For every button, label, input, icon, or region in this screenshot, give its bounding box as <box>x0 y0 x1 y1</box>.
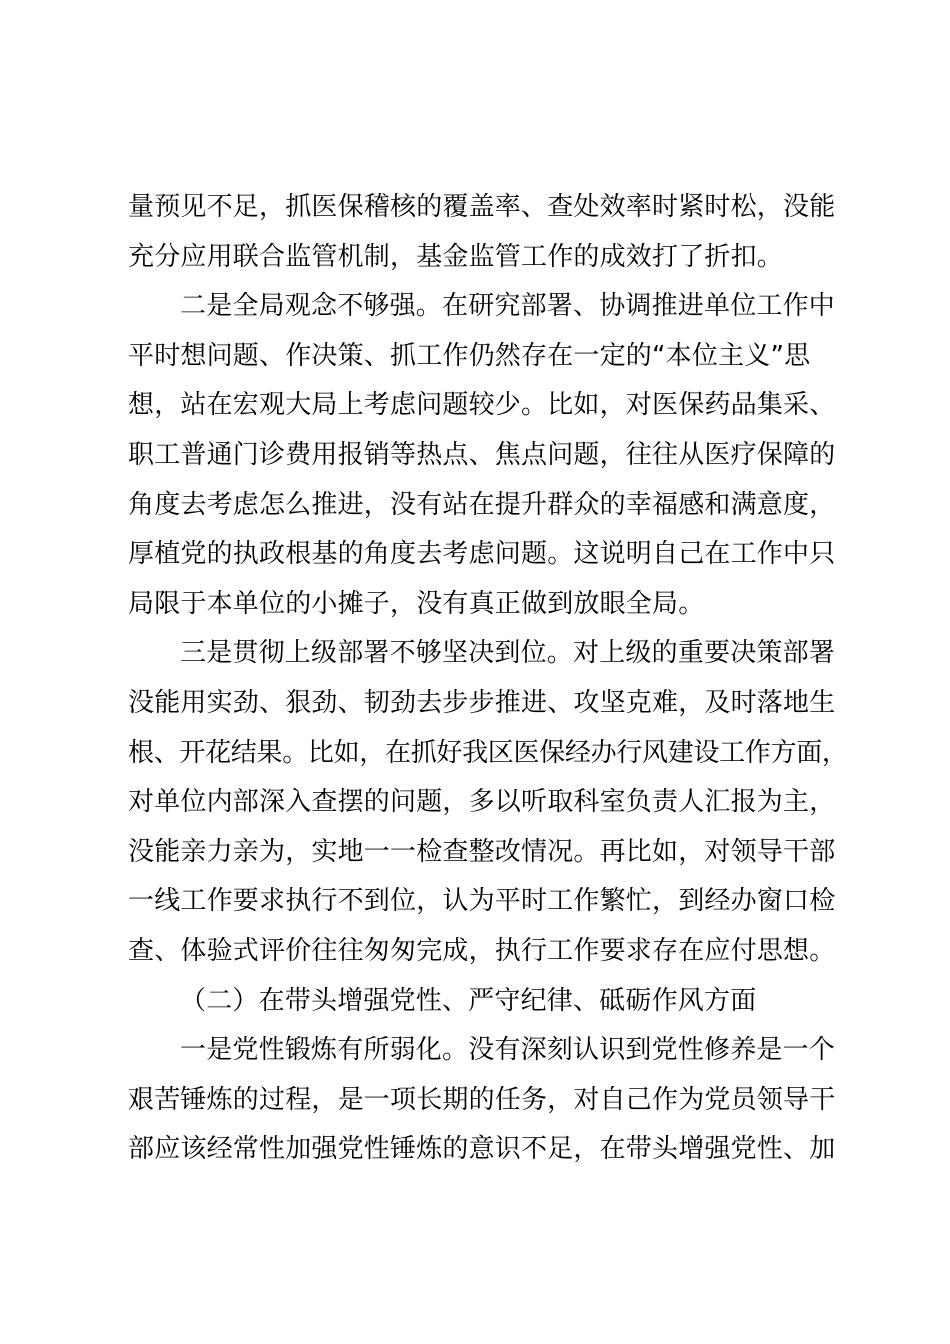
text-line: 根、开花结果。比如，在抓好我区医保经办行风建设工作方面， <box>128 737 848 768</box>
text-line: 没能用实劲、狠劲、韧劲去步步推进、攻坚克难，及时落地生 <box>128 687 836 718</box>
text-line: 想，站在宏观大局上考虑问题较少。比如，对医保药品集采、 <box>128 390 836 421</box>
text-line: 角度去考虑怎么推进，没有站在提升群众的幸福感和满意度， <box>128 489 836 520</box>
text-line: 厚植党的执政根基的角度去考虑问题。这说明自己在工作中只 <box>128 539 836 570</box>
paragraph-start-line: 一是党性锻炼有所弱化。没有深刻认识到党性修养是一个 <box>180 1035 836 1066</box>
text-line: 局限于本单位的小摊子，没有真正做到放眼全局。 <box>128 588 705 619</box>
document-body <box>128 183 848 1175</box>
text-line: 平时想问题、作决策、抓工作仍然存在一定的“本位主义”思 <box>128 340 811 371</box>
text-line: 艰苦锤炼的过程，是一项长期的任务，对自己作为党员领导干 <box>128 1084 836 1115</box>
text-line: 没能亲力亲为，实地一一检查整改情况。再比如，对领导干部 <box>128 836 836 867</box>
section-heading: （二）在带头增强党性、严守纪律、砥砺作风方面 <box>180 985 757 1016</box>
paragraph-start-line: 三是贯彻上级部署不够坚决到位。对上级的重要决策部署 <box>180 638 836 669</box>
text-line: 职工普通门诊费用报销等热点、焦点问题，往往从医疗保障的 <box>128 439 836 470</box>
text-line: 对单位内部深入查摆的问题，多以听取科室负责人汇报为主， <box>128 787 836 818</box>
paragraph-start-line: 二是全局观念不够强。在研究部署、协调推进单位工作中 <box>180 291 836 322</box>
text-line: 查、体验式评价往往匆匆完成，执行工作要求存在应付思想。 <box>128 935 836 966</box>
text-line: 部应该经常性加强党性锤炼的意识不足，在带头增强党性、加 <box>128 1134 836 1165</box>
text-line: 一线工作要求执行不到位，认为平时工作繁忙，到经办窗口检 <box>128 886 836 917</box>
text-line: 量预见不足，抓医保稽核的覆盖率、查处效率时紧时松，没能 <box>128 192 836 222</box>
text-line: 充分应用联合监管机制，基金监管工作的成效打了折扣。 <box>128 241 784 272</box>
